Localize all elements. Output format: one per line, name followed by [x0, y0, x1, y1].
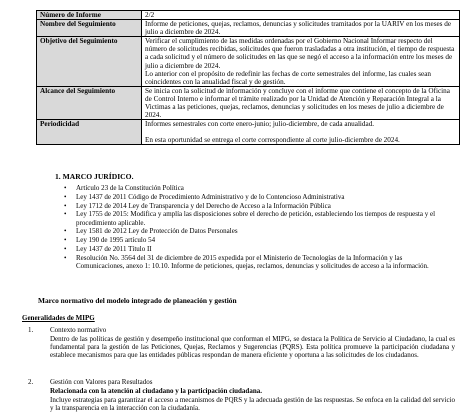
row-key: Nombre del Seguimiento: [37, 20, 142, 37]
row-key: Periodicidad: [37, 120, 142, 145]
row-value: 2/2: [142, 11, 460, 20]
list-item: • Ley 1437 de 2011 Código de Procedimiento Administrativo y de lo Contencioso Administrativa: [62, 193, 452, 201]
item-number: 1.: [28, 326, 34, 334]
table-row: [37, 120, 460, 145]
table-row: [37, 37, 460, 87]
section-title-marco-juridico: 1. MARCO JURÍDICO.: [55, 172, 134, 181]
item-title: Gestión con Valores para Resultados: [50, 378, 153, 386]
list-item: • Ley 1581 de 2012 Ley de Protección de Datos Personales: [62, 227, 452, 235]
item-subtitle: Relacionada con la atención al ciudadano y la participación ciudadana.: [50, 387, 262, 395]
table-row: [37, 86, 460, 119]
list-item: • Ley 1437 de 2011 Título II: [62, 245, 452, 253]
row-value: Informe de peticiones, quejas, reclamos, denuncias y solicitudes tramitados por la UARIV en los meses de julio a diciembre de 2024.: [142, 20, 460, 37]
row-value: Se inicia con la solicitud de información y concluye con el informe que contiene el concepto de la Oficina de Control Interno e informar el trámite realizado por la Unidad de Atención y Reparación Integral a la Victimas a las peticiones, quejas, reclamos, denuncias y solicitudes en los meses de julio a diciembre de 2024.: [142, 86, 460, 119]
list-item: • Ley 190 de 1995 artículo 54: [62, 236, 452, 244]
list-item: • Artículo 23 de la Constitución Política: [62, 184, 452, 192]
row-key: Número de Informe: [37, 11, 142, 20]
item-title: Contexto normativo: [50, 326, 107, 334]
row-value: Verificar el cumplimiento de las medidas ordenadas por el Gobierno Nacional Informar respecto del número de solicitudes recibidas, solicitudes que fueron trasladadas a otra institución, el tiempo de respuesta a cada solicitud y el número de solicitudes en las que se negó el acceso a la información entre los meses de julio a diciembre de 2024. Lo anterior con el propósito de redefinir las fechas de corte semestrales del informe, las cuales sean coincidentes con la anualidad fiscal y de gestión.: [142, 37, 460, 87]
table-row: [37, 20, 460, 37]
list-item: • Resolución No. 3564 del 31 de diciembre de 2015 expedida por el Ministerio de Tecnologías de la Información y las Comunicaciones, anexo 1: 10.10. Informe de peticiones, quejas, reclamos, denuncias y solicitudes de acceso a la información.: [62, 254, 452, 270]
row-value: Informes semestrales con corte enero-junio; julio-diciembre, de cada anualidad. En esta oportunidad se entrega el corte correspondiente al corte julio-diciembre de 2024.: [142, 120, 460, 145]
subheading-generalidades: Generalidades de MIPG: [22, 314, 95, 322]
item-number: 2.: [28, 378, 34, 386]
list-item: • Ley 1755 de 2015: Modifica y amplía las disposiciones sobre el derecho de petición, estableciendo los tiempos de respuesta y el procedimiento aplicable.: [62, 210, 452, 226]
row-key: Objetivo del Seguimiento: [37, 37, 142, 87]
info-table: [36, 10, 460, 145]
legal-list: [62, 184, 452, 271]
table-row: [37, 11, 460, 20]
item-paragraph: Incluye estrategias para garantizar el acceso a mecanismos de PQRS y la adecuada gestión de las respuestas. Se enfoca en la calidad del servicio y la transparencia en la interacción con la ciudadanía.: [50, 396, 455, 413]
list-item: • Ley 1712 de 2014 Ley de Transparencia y del Derecho de Acceso a la Información Pública: [62, 202, 452, 210]
section-heading-mipg: Marco normativo del modelo integrado de planeación y gestión: [38, 296, 237, 305]
row-key: Alcance del Seguimiento: [37, 86, 142, 119]
item-paragraph: Dentro de las políticas de gestión y desempeño institucional que conforman el MIPG, se destaca la Política de Servicio al Ciudadano, la cual es fundamental para la gestión de las Peticiones, Quejas, Reclamos y Sugerencias (PQRS). Esta política promueve la participación ciudadana y establece mecanismos para que las entidades públicas respondan de manera eficiente y oportuna a las solicitudes de los ciudadanos.: [50, 335, 455, 360]
